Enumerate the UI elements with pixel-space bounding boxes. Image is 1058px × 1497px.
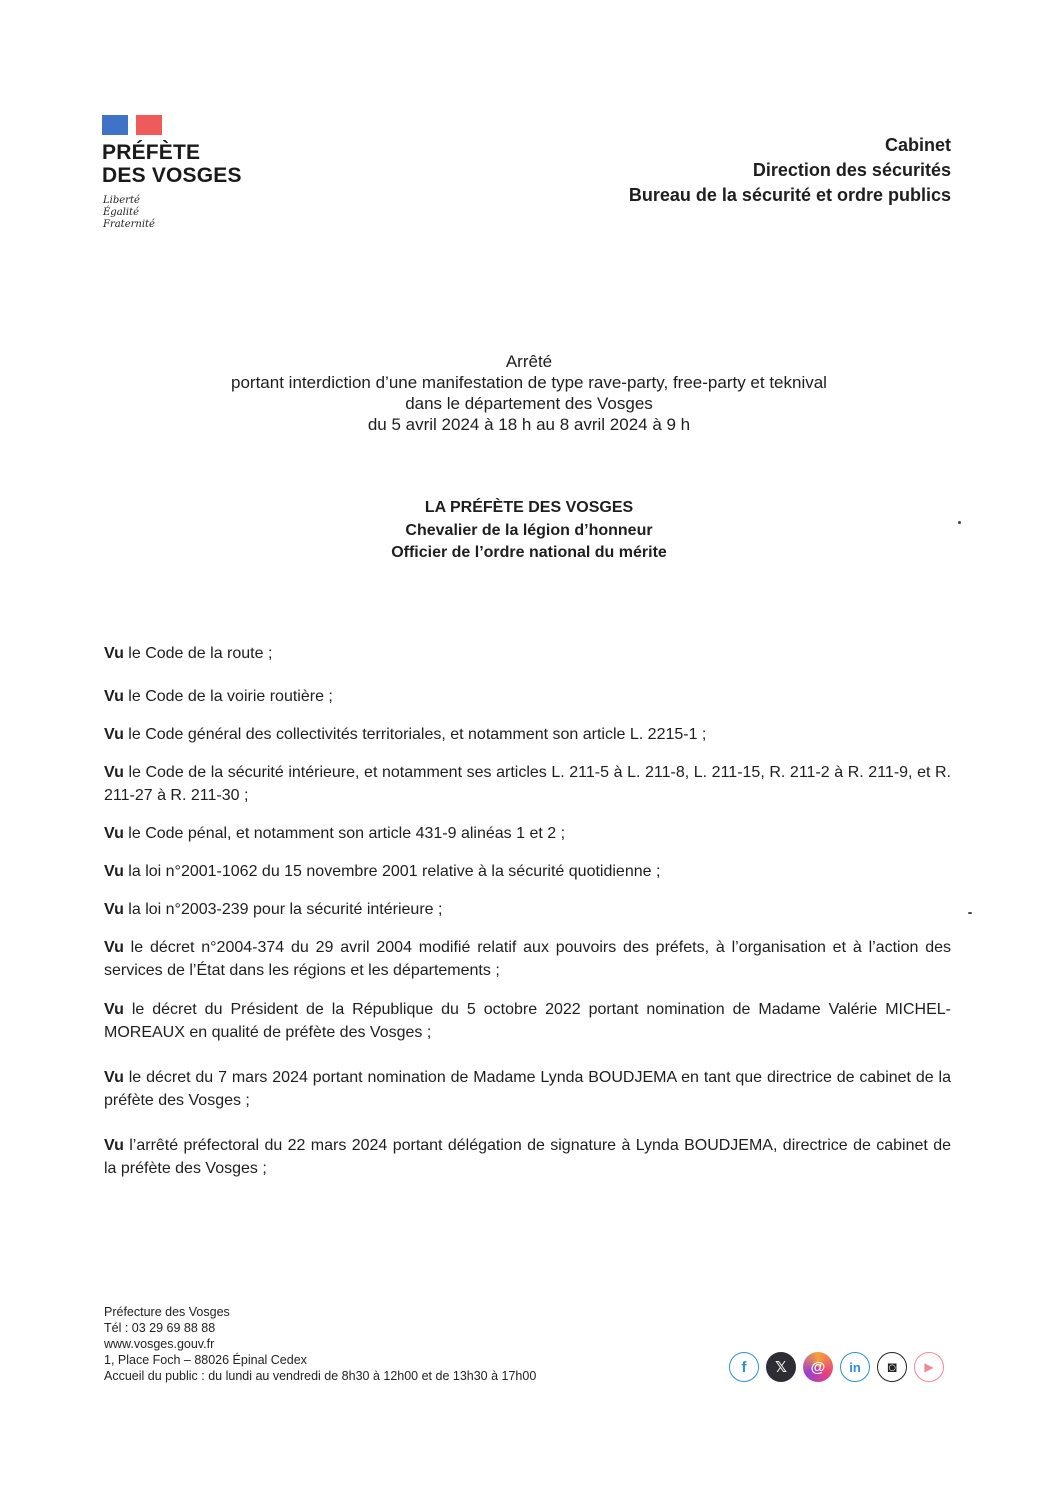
visa-text: la loi n°2003-239 pour la sécurité intérieure ; [123,901,443,918]
republic-motto [103,195,155,231]
visa-item [104,1134,951,1180]
scan-speck [958,521,961,524]
service-line: Direction des sécurités [752,160,951,180]
footer-line: Préfecture des Vosges [104,1305,230,1319]
flag-blue-band [102,115,128,135]
instagram-icon[interactable]: ◙ [877,1352,907,1382]
visa-item [104,761,951,807]
visa-text: l’arrêté préfectoral du 22 mars 2024 portant délégation de signature à Lynda BOUDJEMA, directrice de cabinet de la préfète des Vosges ; [104,1137,951,1177]
visa-prefix: Vu [104,863,124,880]
footer-contact [104,1304,536,1384]
linkedin-icon[interactable]: in [840,1352,870,1382]
motto-line: Liberté [103,195,140,206]
facebook-icon[interactable]: f [729,1352,759,1382]
visa-item [104,898,951,921]
authority-distinction: Officier de l’ordre national du mérite [391,544,667,561]
title-line: dans le département des Vosges [405,394,653,413]
visa-item [104,860,951,883]
service-header [629,133,951,208]
visa-text: le décret du Président de la République du 5 octobre 2022 portant nomination de Madame Valérie MICHEL-MOREAUX en qualité de préfète des Vosges ; [104,1001,951,1041]
youtube-icon[interactable]: ▶ [914,1352,944,1382]
visa-text: le décret n°2004-374 du 29 avril 2004 modifié relatif aux pouvoirs des préfets, à l’organisation et à l’action des services de l’État dans les régions et les départements ; [104,939,951,979]
authority-distinction: Chevalier de la légion d’honneur [405,522,653,539]
authority-name: LA PRÉFÈTE DES VOSGES [424,499,634,516]
visas-list [104,642,951,1180]
visa-prefix: Vu [104,939,124,956]
visa-prefix: Vu [104,1137,124,1154]
motto-line: Fraternité [103,219,155,230]
title-line: Arrêté [505,352,553,371]
service-line: Cabinet [884,135,951,155]
visa-prefix: Vu [104,1069,124,1086]
logo-title-line: DES VOSGES [102,164,242,187]
scan-speck [968,912,972,914]
visa-prefix: Vu [104,688,124,705]
visa-prefix: Vu [104,825,124,842]
footer-line: Tél : 03 29 69 88 88 [104,1321,216,1335]
flag-red-band [136,115,162,135]
visa-item [104,1066,951,1112]
visa-text: le Code pénal, et notamment son article 431-9 alinéas 1 et 2 ; [123,825,566,842]
logo-title-line: PRÉFÈTE [102,141,201,164]
footer-line: Accueil du public : du lundi au vendredi de 8h30 à 12h00 et de 13h30 à 17h00 [104,1369,537,1383]
threads-icon[interactable]: @ [803,1352,833,1382]
prefecture-logo-title [102,141,242,187]
visa-text: le Code général des collectivités territoriales, et notamment son article L. 2215-1 ; [123,726,707,743]
visa-text: le Code de la voirie routière ; [123,688,333,705]
footer-line: 1, Place Foch – 88026 Épinal Cedex [104,1353,307,1367]
visa-item [104,642,951,665]
title-line: portant interdiction d’une manifestation de type rave-party, free-party et teknival [231,373,827,392]
visa-item [104,685,951,708]
social-links [729,1352,944,1382]
title-line: du 5 avril 2024 à 18 h au 8 avril 2024 à 9 h [367,415,691,434]
visa-text: le Code de la sécurité intérieure, et notamment ses articles L. 211-5 à L. 211-8, L. 211-15, R. 211-2 à R. 211-9, et R. 211-27 à R. 211-30 ; [104,764,951,804]
decree-title [0,351,1058,435]
marianne-flag-logo [102,115,162,137]
service-line: Bureau de la sécurité et ordre publics [628,185,951,205]
authority-block [0,497,1058,564]
visa-item [104,822,951,845]
visa-text: la loi n°2001-1062 du 15 novembre 2001 relative à la sécurité quotidienne ; [123,863,661,880]
visa-item [104,723,951,746]
visa-item [104,936,951,982]
motto-line: Égalité [103,207,139,218]
visa-text: le Code de la route ; [123,645,273,662]
footer-website-link[interactable]: www.vosges.gouv.fr [104,1337,215,1351]
visa-text: le décret du 7 mars 2024 portant nomination de Madame Lynda BOUDJEMA en tant que directrice de cabinet de la préfète des Vosges ; [104,1069,951,1109]
visa-prefix: Vu [104,901,124,918]
x-twitter-icon[interactable]: 𝕏 [766,1352,796,1382]
visa-prefix: Vu [104,764,124,781]
visa-prefix: Vu [104,726,124,743]
visa-prefix: Vu [104,1001,124,1018]
visa-item [104,998,951,1044]
visa-prefix: Vu [104,645,124,662]
